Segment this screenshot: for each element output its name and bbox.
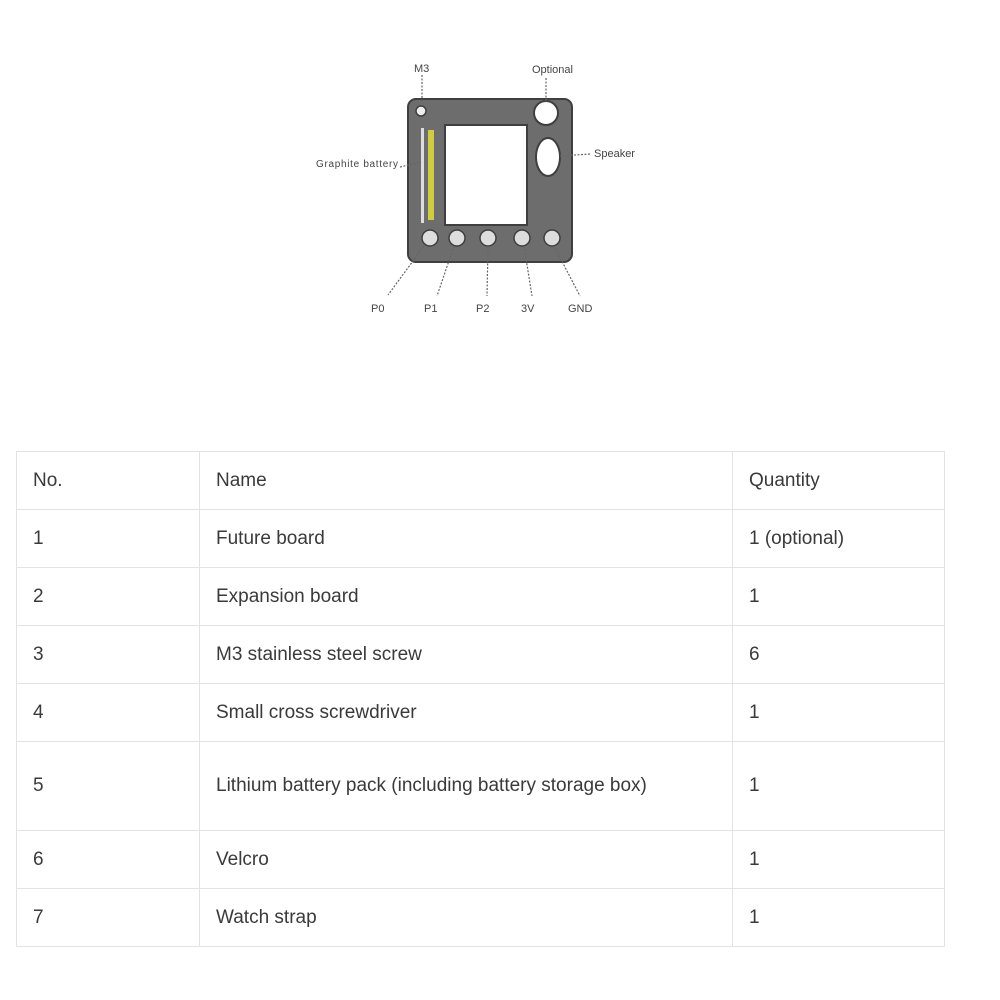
pin-gnd xyxy=(544,230,560,246)
table-header-row xyxy=(17,452,945,510)
label-p1: P1 xyxy=(424,303,438,315)
label-p0: P0 xyxy=(371,303,385,315)
pin-p2 xyxy=(480,230,496,246)
battery-strip-edge xyxy=(421,128,424,223)
cell-quantity: 1 (optional) xyxy=(733,510,945,568)
table-row xyxy=(17,742,945,831)
cell-no: 3 xyxy=(17,626,200,684)
parts-table xyxy=(16,451,945,947)
cell-name: Velcro xyxy=(200,831,733,889)
cell-name: Watch strap xyxy=(200,889,733,947)
screw-hole xyxy=(416,106,426,116)
label-p2: P2 xyxy=(476,303,490,315)
header-no: No. xyxy=(17,452,200,510)
cell-name: Future board xyxy=(200,510,733,568)
optional-circle xyxy=(534,101,558,125)
cell-name: Small cross screwdriver xyxy=(200,684,733,742)
battery-strip xyxy=(428,130,434,220)
table-row xyxy=(17,684,945,742)
pin-p0 xyxy=(422,230,438,246)
pin-3v xyxy=(514,230,530,246)
label-3v: 3V xyxy=(521,303,535,315)
table-row xyxy=(17,831,945,889)
header-name: Name xyxy=(200,452,733,510)
cell-no: 7 xyxy=(17,889,200,947)
table-row xyxy=(17,626,945,684)
label-m3: M3 xyxy=(414,63,430,75)
cell-quantity: 1 xyxy=(733,831,945,889)
label-optional: Optional xyxy=(532,64,573,76)
table-row xyxy=(17,568,945,626)
label-left: Graphite battery xyxy=(316,159,398,170)
cell-no: 2 xyxy=(17,568,200,626)
cell-name: Expansion board xyxy=(200,568,733,626)
cell-no: 4 xyxy=(17,684,200,742)
cell-name: M3 stainless steel screw xyxy=(200,626,733,684)
speaker-oval xyxy=(536,138,560,176)
table-row xyxy=(17,510,945,568)
label-gnd: GND xyxy=(568,303,593,315)
cell-no: 1 xyxy=(17,510,200,568)
header-quantity: Quantity xyxy=(733,452,945,510)
cell-name: Lithium battery pack (including battery storage box) xyxy=(200,742,733,831)
cell-quantity: 1 xyxy=(733,684,945,742)
pin-p1 xyxy=(449,230,465,246)
cell-quantity: 1 xyxy=(733,889,945,947)
cell-no: 6 xyxy=(17,831,200,889)
cell-quantity: 1 xyxy=(733,568,945,626)
label-right: Speaker xyxy=(594,148,635,160)
screen-area xyxy=(445,125,527,225)
cell-quantity: 1 xyxy=(733,742,945,831)
table-row xyxy=(17,889,945,947)
cell-quantity: 6 xyxy=(733,626,945,684)
cell-no: 5 xyxy=(17,742,200,831)
board-diagram xyxy=(300,50,660,330)
